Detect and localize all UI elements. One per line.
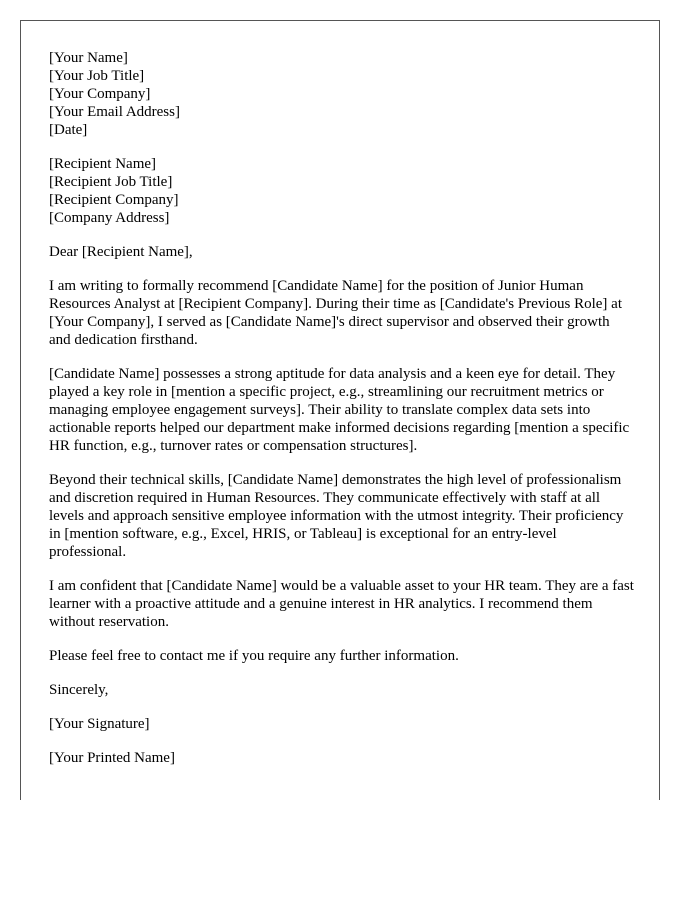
printed-name: [Your Printed Name] [49,750,175,766]
sender-name: [Your Name] [49,50,128,66]
sender-block [49,49,635,139]
signature: [Your Signature] [49,716,150,732]
paragraph-contact: Please feel free to contact me if you require any further information. [49,648,459,664]
paragraph-introduction: I am writing to formally recommend [Candidate Name] for the position of Junior Human Resources Analyst at [Recipient Company]. During their time as [Candidate's Previous Role] at [Your Company], I served as [Candidate Name]'s direct supervisor and observed their growth and dedication firsthand. [49,278,622,348]
letter-body [49,49,635,783]
paragraph-skills: [Candidate Name] possesses a strong aptitude for data analysis and a keen eye for detail. They played a key role in [mention a specific project, e.g., streamlining our recruitment metrics or managing employee engagement surveys]. Their ability to translate complex data sets into actionable reports helped our department make informed decisions regarding [mention a specific HR function, e.g., turnover rates or compensation structures]. [49,366,630,454]
recipient-company: [Recipient Company] [49,192,179,208]
letter-date: [Date] [49,122,88,138]
sender-job-title: [Your Job Title] [49,68,145,84]
sender-email: [Your Email Address] [49,104,180,120]
recipient-block [49,155,635,227]
closing: Sincerely, [49,682,109,698]
recipient-name: [Recipient Name] [49,156,157,172]
paragraph-professionalism: Beyond their technical skills, [Candidate Name] demonstrates the high level of professionalism and discretion required in Human Resources. They communicate effectively with staff at all levels and approach sensitive employee information with the utmost integrity. Their proficiency in [mention software, e.g., Excel, HRIS, or Tableau] is exceptional for an entry-level professional. [49,472,624,560]
recipient-address: [Company Address] [49,210,170,226]
paragraph-recommendation: I am confident that [Candidate Name] would be a valuable asset to your HR team. They are a fast learner with a proactive attitude and a genuine interest in HR analytics. I recommend them without reservation. [49,578,634,630]
sender-company: [Your Company] [49,86,151,102]
salutation: Dear [Recipient Name], [49,244,193,260]
letter-page [20,20,660,800]
recipient-job-title: [Recipient Job Title] [49,174,173,190]
